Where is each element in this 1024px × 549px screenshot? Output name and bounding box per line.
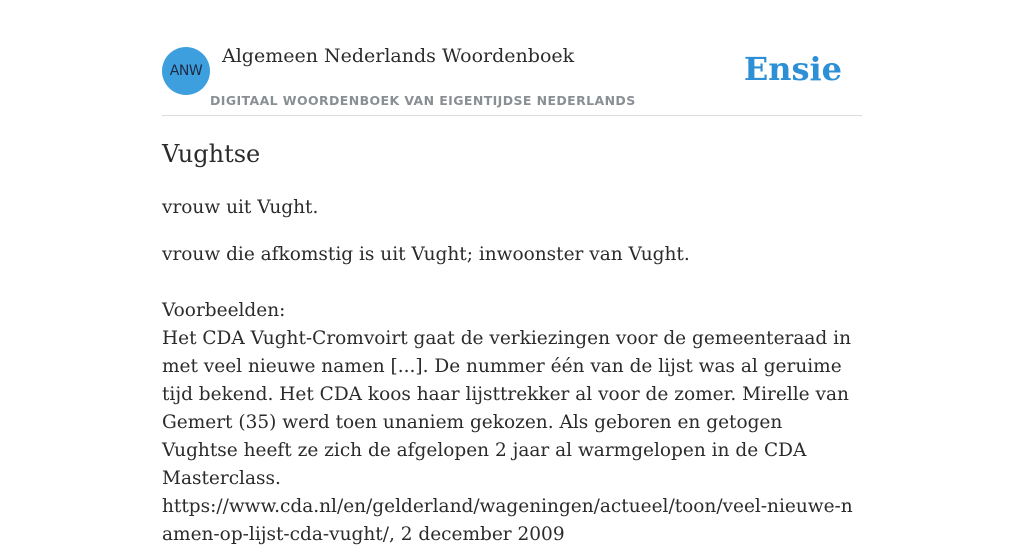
example-source: https://www.cda.nl/en/gelderland/wageningen/actueel/toon/veel-nieuwe-namen-op-lijst-cda-vught/, 2 december 2009 <box>162 496 853 545</box>
example-text: Het CDA Vught-Cromvoirt gaat de verkiezingen voor de gemeenteraad in met veel nieuwe namen [...]. De nummer één van de lijst was al geruime tijd bekend. Het CDA koos haar lijsttrekker al voor de zomer. Mirelle van Gemert (35) werd toen unaniem gekozen. Als geboren en getogen Vughtse heeft ze zich de afgelopen 2 jaar al warmgelopen in de CDA Masterclass. <box>162 328 851 489</box>
examples-label: Voorbeelden: <box>162 300 286 321</box>
short-definition: vrouw uit Vught. <box>162 197 319 218</box>
dictionary-entry <box>162 138 862 549</box>
dictionary-subtitle: DIGITAAL WOORDENBOEK VAN EIGENTIJDSE NEDERLANDS <box>210 93 636 108</box>
long-definition: vrouw die afkomstig is uit Vught; inwoonster van Vught. <box>162 244 690 265</box>
ensie-logo-link[interactable]: Ensie <box>743 50 842 88</box>
headword: Vughtse <box>162 140 261 168</box>
anw-logo[interactable]: ANW <box>162 47 210 95</box>
dictionary-title[interactable]: Algemeen Nederlands Woordenboek <box>222 45 575 67</box>
site-header <box>162 0 862 116</box>
